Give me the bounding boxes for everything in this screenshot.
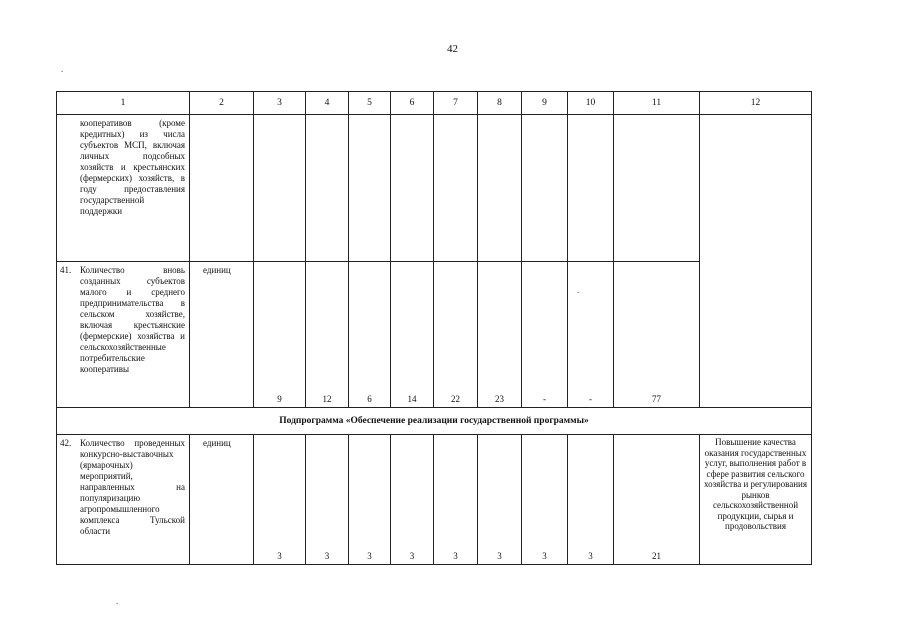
value-cell [349, 115, 391, 262]
table-header-row [57, 92, 812, 115]
header-cell: 2 [190, 92, 254, 115]
value-cell: 12 [306, 262, 349, 408]
result-cell [700, 115, 812, 408]
value-cell: 3 [306, 435, 349, 565]
value-cell: 3 [568, 435, 614, 565]
value-cell: - [568, 262, 614, 408]
value-cell: 23 [478, 262, 522, 408]
indicator-name: Количество вновь созданных субъектов малого и среднего предпринимательства в сельском хозяйстве, включая крестьянские (фермерские) хозяйства и сельскохозяйственные потребительские кооперативы [80, 265, 185, 374]
header-cell: 1 [57, 92, 190, 115]
table-row-continuation [57, 115, 812, 262]
unit-cell [190, 435, 254, 565]
table-row-41 [57, 262, 812, 408]
row-number: 42. [60, 438, 72, 448]
value-cell [522, 115, 568, 262]
value-cell: 6 [349, 262, 391, 408]
indicator-name-cell [57, 262, 190, 408]
section-row [57, 408, 812, 435]
indicator-name: Количество проведенных конкурсно-выставочных (ярмарочных) мероприятий, направленных на популяризацию агропромышленного комплекса Тульской области [80, 438, 185, 536]
page-number: 42 [447, 43, 458, 55]
expected-result: Повышение качества оказания государственных услуг, выполнения работ в сфере развития сельского хозяйства и регулирования рынков сельскохозяйственной продукции, сырья и продовольствия [703, 437, 808, 531]
value-cell-total: 21 [614, 435, 700, 565]
value-cell [254, 115, 306, 262]
value-cell [568, 115, 614, 262]
value-cell: 3 [349, 435, 391, 565]
value-cell: 3 [522, 435, 568, 565]
value-cell: 22 [434, 262, 478, 408]
header-cell: 10 [568, 92, 614, 115]
value-cell: 3 [478, 435, 522, 565]
value-cell: 9 [254, 262, 306, 408]
value-cell: - [522, 262, 568, 408]
unit-label: единиц [203, 438, 231, 448]
value-cell [614, 115, 700, 262]
section-title: Подпрограмма «Обеспечение реализации государственной программы» [57, 408, 812, 435]
header-cell: 5 [349, 92, 391, 115]
value-cell [434, 115, 478, 262]
header-cell: 11 [614, 92, 700, 115]
header-cell: 8 [478, 92, 522, 115]
indicator-name-cell [57, 115, 190, 262]
value-cell: 3 [434, 435, 478, 565]
value-cell [478, 115, 522, 262]
indicators-table [56, 91, 812, 565]
value-cell [306, 115, 349, 262]
unit-cell [190, 262, 254, 408]
header-cell: 12 [700, 92, 812, 115]
value-cell: 14 [391, 262, 434, 408]
value-cell [391, 115, 434, 262]
unit-cell [190, 115, 254, 262]
value-cell-total: 77 [614, 262, 700, 408]
row-number: 41. [60, 265, 72, 275]
header-cell: 6 [391, 92, 434, 115]
value-cell: 3 [254, 435, 306, 565]
stray-mark: . [61, 64, 64, 74]
header-cell: 9 [522, 92, 568, 115]
value-cell: 3 [391, 435, 434, 565]
header-cell: 7 [434, 92, 478, 115]
indicator-name: кооперативов (кроме кредитных) из числа субъектов МСП, включая личных подсобных хозяйств и крестьянских (фермерских) хозяйств, в году предоставления государственной поддержки [80, 118, 185, 216]
result-cell [700, 435, 812, 565]
stray-mark: . [577, 285, 580, 295]
unit-label: единиц [203, 265, 231, 275]
stray-mark: . [116, 596, 119, 606]
table-row-42 [57, 435, 812, 565]
header-cell: 4 [306, 92, 349, 115]
indicator-name-cell [57, 435, 190, 565]
header-cell: 3 [254, 92, 306, 115]
